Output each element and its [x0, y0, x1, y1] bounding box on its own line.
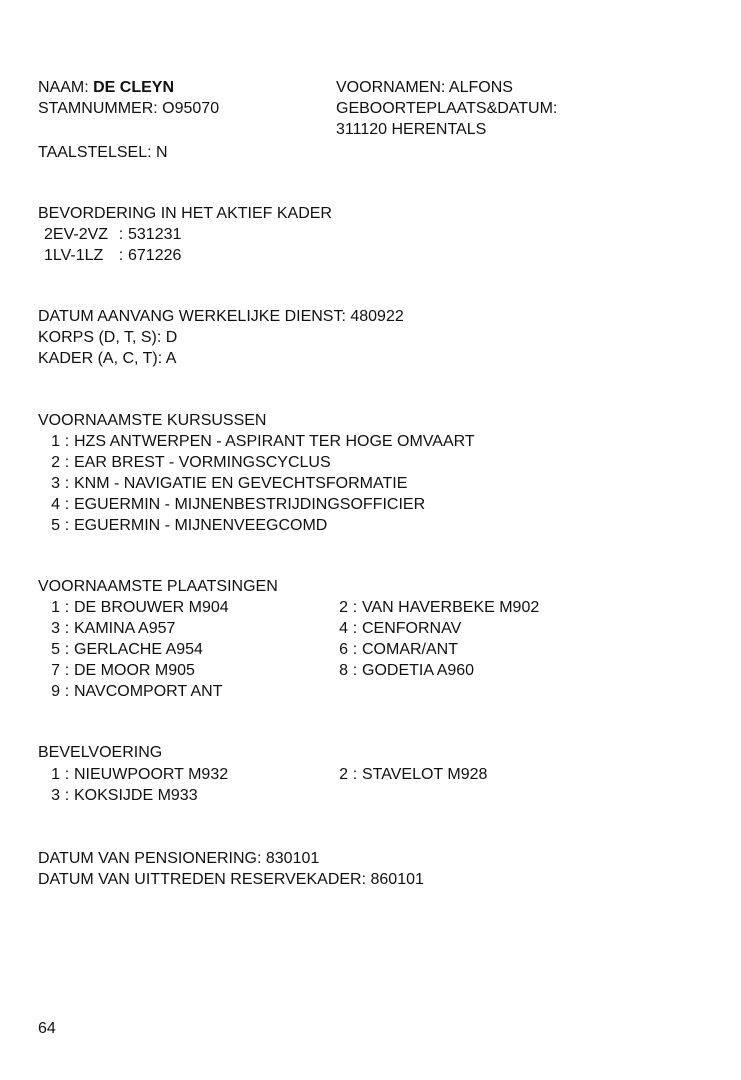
- item-text: NAVCOMPORT ANT: [74, 683, 223, 700]
- geboorte-label: GEBOORTEPLAATS&DATUM:: [336, 100, 558, 117]
- naam-line: [38, 77, 219, 98]
- item-number: 1: [51, 433, 60, 450]
- taalstelsel-line: [38, 142, 168, 163]
- naam-value: DE CLEYN: [93, 79, 175, 96]
- kursussen-section: [38, 410, 475, 536]
- separator: :: [352, 641, 358, 658]
- item-number: 8: [339, 662, 348, 679]
- separator: :: [64, 683, 70, 700]
- bevordering-section: [38, 203, 332, 266]
- list-item: [326, 764, 487, 785]
- bevordering-row: [38, 224, 332, 245]
- bevelvoering-right-column: [326, 764, 487, 785]
- item-number: 4: [51, 496, 60, 513]
- separator: :: [64, 454, 70, 471]
- item-text: EAR BREST - VORMINGSCYCLUS: [74, 454, 331, 471]
- item-number: 2: [339, 766, 348, 783]
- separator: :: [352, 620, 358, 637]
- pensionering-date: DATUM VAN PENSIONERING: 830101: [38, 850, 320, 867]
- separator: :: [118, 226, 124, 243]
- stamnummer-label: STAMNUMMER:: [38, 100, 158, 117]
- bevordering-row: [38, 245, 332, 266]
- plaatsingen-title: VOORNAAMSTE PLAATSINGEN: [38, 578, 278, 595]
- item-number: 1: [51, 766, 60, 783]
- item-number: 9: [51, 683, 60, 700]
- list-item: [326, 660, 539, 681]
- separator: :: [352, 599, 358, 616]
- separator: :: [64, 787, 70, 804]
- item-text: DE BROUWER M904: [74, 599, 229, 616]
- item-text: KAMINA A957: [74, 620, 176, 637]
- separator: :: [64, 475, 70, 492]
- list-item: [326, 618, 539, 639]
- bevordering-title: BEVORDERING IN HET AKTIEF KADER: [38, 205, 332, 222]
- aanvang-dienst: DATUM AANVANG WERKELIJKE DIENST: 480922: [38, 308, 404, 325]
- geboorte-value: 311120 HERENTALS: [336, 121, 487, 138]
- list-item: [38, 597, 229, 618]
- list-item: [38, 494, 475, 515]
- separator: :: [118, 247, 124, 264]
- separator: :: [352, 662, 358, 679]
- rank: 2EV-2VZ: [44, 226, 109, 243]
- naam-label: NAAM:: [38, 79, 89, 96]
- plaatsingen-right-column: [326, 597, 539, 681]
- item-number: 7: [51, 662, 60, 679]
- item-number: 5: [51, 517, 60, 534]
- list-item: [38, 785, 228, 806]
- page-number: 64: [38, 1020, 56, 1037]
- separator: :: [64, 641, 70, 658]
- item-text: VAN HAVERBEKE M902: [362, 599, 540, 616]
- korps: KORPS (D, T, S): D: [38, 329, 178, 346]
- item-number: 2: [339, 599, 348, 616]
- uittreden-date: DATUM VAN UITTREDEN RESERVEKADER: 860101: [38, 871, 424, 888]
- stamnummer-value: O95070: [162, 100, 220, 117]
- stamnummer-line: [38, 98, 219, 119]
- item-text: CENFORNAV: [362, 620, 462, 637]
- list-item: [38, 681, 229, 702]
- header-right: [336, 77, 557, 140]
- taalstelsel-value: N: [155, 144, 168, 161]
- item-text: GODETIA A960: [362, 662, 475, 679]
- item-text: DE MOOR M905: [74, 662, 195, 679]
- item-text: GERLACHE A954: [74, 641, 203, 658]
- list-item: [38, 639, 229, 660]
- item-text: KNM - NAVIGATIE EN GEVECHTSFORMATIE: [74, 475, 408, 492]
- item-number: 3: [51, 620, 60, 637]
- separator: :: [64, 599, 70, 616]
- pensioen-section: [38, 848, 424, 890]
- dienst-section: [38, 306, 404, 369]
- voornamen-value: ALFONS: [448, 79, 513, 96]
- item-number: 3: [51, 787, 60, 804]
- separator: :: [352, 766, 358, 783]
- item-text: HZS ANTWERPEN - ASPIRANT TER HOGE OMVAART: [74, 433, 475, 450]
- item-number: 6: [339, 641, 348, 658]
- separator: :: [64, 620, 70, 637]
- list-item: [38, 452, 475, 473]
- list-item: [38, 660, 229, 681]
- date: 671226: [128, 247, 182, 264]
- kursussen-title: VOORNAAMSTE KURSUSSEN: [38, 412, 267, 429]
- plaatsingen-left-column: [38, 597, 229, 702]
- separator: :: [64, 433, 70, 450]
- list-item: [38, 515, 475, 536]
- separator: :: [64, 662, 70, 679]
- item-text: NIEUWPOORT M932: [74, 766, 229, 783]
- taalstelsel-label: TAALSTELSEL:: [38, 144, 152, 161]
- item-number: 3: [51, 475, 60, 492]
- separator: :: [64, 766, 70, 783]
- list-item: [38, 764, 228, 785]
- separator: :: [64, 496, 70, 513]
- kader: KADER (A, C, T): A: [38, 350, 177, 367]
- list-item: [326, 597, 539, 618]
- item-number: 1: [51, 599, 60, 616]
- item-number: 5: [51, 641, 60, 658]
- list-item: [326, 639, 539, 660]
- date: 531231: [128, 226, 182, 243]
- header-left: [38, 77, 219, 119]
- voornamen-label: VOORNAMEN:: [336, 79, 446, 96]
- list-item: [38, 473, 475, 494]
- item-number: 2: [51, 454, 60, 471]
- item-text: COMAR/ANT: [362, 641, 458, 658]
- bevelvoering-left-column: [38, 764, 228, 806]
- list-item: [38, 618, 229, 639]
- rank: 1LV-1LZ: [44, 247, 104, 264]
- list-item: [38, 431, 475, 452]
- item-text: EGUERMIN - MIJNENVEEGCOMD: [74, 517, 328, 534]
- bevelvoering-title: BEVELVOERING: [38, 744, 163, 761]
- item-number: 4: [339, 620, 348, 637]
- item-text: KOKSIJDE M933: [74, 787, 198, 804]
- item-text: STAVELOT M928: [362, 766, 488, 783]
- item-text: EGUERMIN - MIJNENBESTRIJDINGSOFFICIER: [74, 496, 426, 513]
- voornamen-line: [336, 77, 557, 98]
- separator: :: [64, 517, 70, 534]
